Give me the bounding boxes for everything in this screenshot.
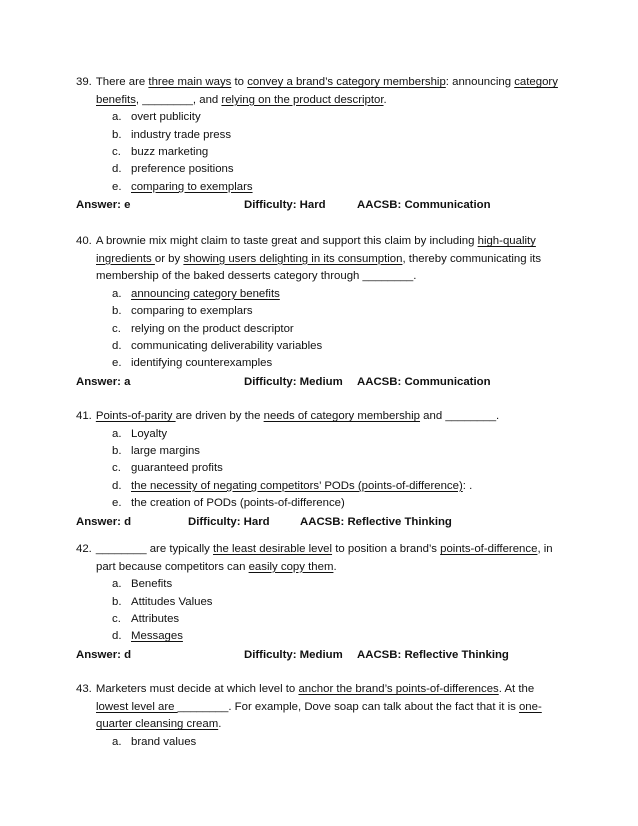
choice-d: d. preference positions: [112, 163, 234, 176]
choice-c: c. relying on the product descriptor: [112, 322, 294, 335]
choice-b: b. comparing to exemplars: [112, 305, 253, 318]
question-text-line-2: ingredients or by showing users delighting in its consumption, thereby communicating its: [96, 252, 542, 265]
choice-a: a. announcing category benefits: [112, 287, 280, 300]
question-text: 42. ________ are typically the least desirable level to position a brand’s points-of-difference, in: [76, 543, 553, 555]
answer-label: Answer: a: [76, 375, 131, 388]
choice-c: c. Attributes: [112, 612, 180, 625]
choice-b: b. industry trade press: [112, 128, 232, 141]
choice-d: d. communicating deliverability variables: [112, 339, 323, 352]
question-41: [76, 408, 564, 531]
aacsb-label: AACSB: Reflective Thinking: [300, 515, 452, 528]
choice-a: a. Benefits: [112, 578, 173, 591]
answer-row: [76, 373, 564, 391]
choice-d: d. Messages: [112, 630, 183, 643]
answer-row: [76, 646, 564, 664]
choice-b: b. Attitudes Values: [112, 595, 213, 608]
choice-c: c. buzz marketing: [112, 145, 209, 158]
choice-a: a. overt publicity: [112, 111, 201, 124]
choice-c: c. guaranteed profits: [112, 462, 223, 475]
aacsb-label: AACSB: Communication: [357, 199, 491, 212]
question-text: 40. A brownie mix might claim to taste great and support this claim by including high-quality: [76, 235, 536, 247]
question-text-line-3: quarter cleansing cream.: [96, 718, 222, 731]
answer-label: Answer: e: [76, 199, 131, 212]
question-text-line-2: benefits, ________, and relying on the product descriptor.: [96, 93, 387, 106]
question-40: [76, 233, 564, 391]
question-text-line-2: part because competitors can easily copy them.: [96, 560, 337, 573]
answer-row: [76, 513, 564, 531]
question-number: 39.: [76, 76, 92, 88]
difficulty-label: Difficulty: Medium: [244, 375, 343, 388]
question-number: 40.: [76, 235, 92, 247]
difficulty-label: Difficulty: Hard: [188, 515, 270, 528]
choice-e: e. comparing to exemplars: [112, 180, 253, 193]
choice-b: b. large margins: [112, 444, 201, 457]
question-text: 43. Marketers must decide at which level to anchor the brand’s points-of-differences. At the: [76, 683, 535, 695]
answer-row: [76, 196, 564, 214]
answer-label: Answer: d: [76, 648, 132, 661]
choice-e: e. the creation of PODs (points-of-difference): [112, 497, 345, 510]
question-43: [76, 681, 564, 751]
choice-a: a. Loyalty: [112, 427, 168, 440]
question-number: 42.: [76, 543, 92, 555]
choice-e: e. identifying counterexamples: [112, 357, 273, 370]
choice-a: a. brand values: [112, 735, 197, 748]
question-39: [76, 74, 564, 214]
question-42: [76, 541, 564, 664]
question-number: 43.: [76, 683, 92, 695]
aacsb-label: AACSB: Communication: [357, 375, 491, 388]
question-text-line-3: membership of the baked desserts category through ________.: [96, 270, 417, 283]
answer-label: Answer: d: [76, 515, 132, 528]
question-number: 41.: [76, 410, 92, 422]
difficulty-label: Difficulty: Medium: [244, 648, 343, 661]
choice-d: d. the necessity of negating competitors’ PODs (points-of-difference): .: [112, 479, 473, 492]
question-text: 41. Points-of-parity are driven by the needs of category membership and ________.: [76, 410, 500, 422]
question-text: 39. There are three main ways to convey a brand’s category membership: announcing category: [76, 76, 558, 88]
aacsb-label: AACSB: Reflective Thinking: [357, 648, 509, 661]
difficulty-label: Difficulty: Hard: [244, 199, 326, 212]
question-text-line-2: lowest level are ________. For example, Dove soap can talk about the fact that it is one-: [96, 700, 542, 713]
